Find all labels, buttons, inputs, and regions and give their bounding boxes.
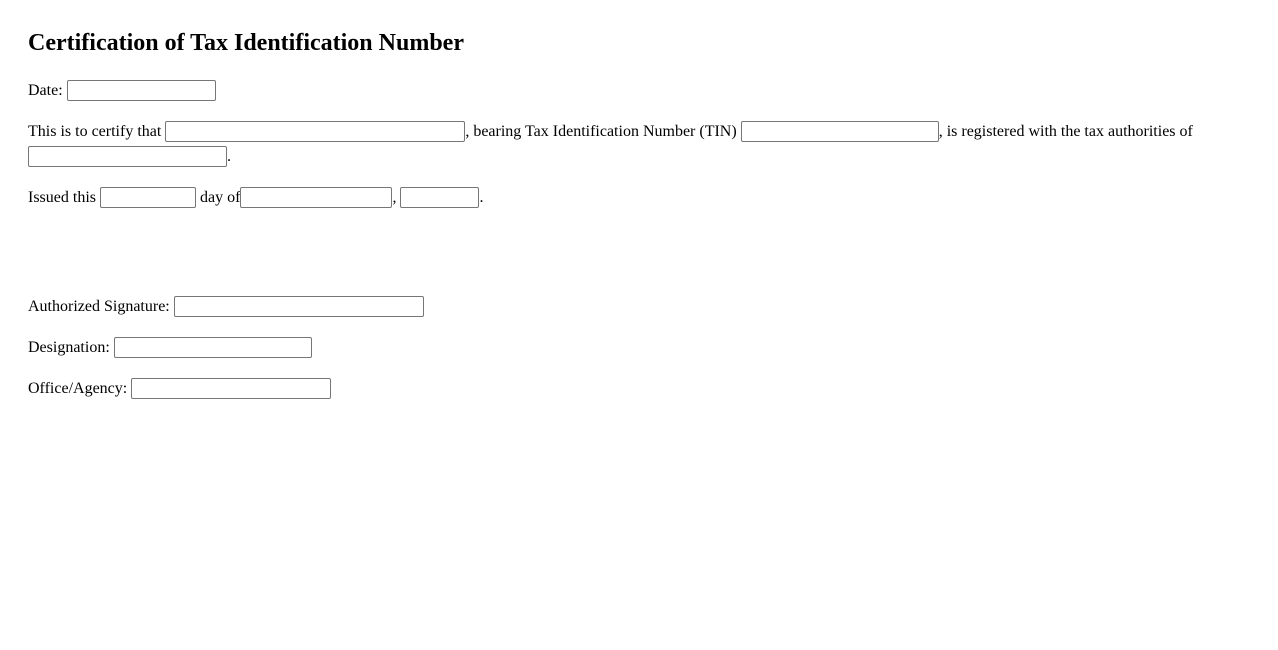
signature-row [28,294,1250,319]
date-input[interactable] [67,80,216,101]
certify-text-after-tin: , is registered with the tax authorities of [938,122,1193,140]
office-agency-row [28,376,1250,401]
designation-row [28,335,1250,360]
designation-label: Designation: [28,338,110,356]
issued-text-after-day: day of [200,188,241,206]
designation-input[interactable] [114,337,312,358]
date-row [28,78,1250,103]
issued-period: . [479,188,484,206]
signature-label: Authorized Signature: [28,297,170,315]
certify-text-after-name: , bearing Tax Identification Number (TIN) [465,122,737,140]
page-title: Certification of Tax Identification Number [28,30,464,56]
tax-authority-input[interactable] [28,146,227,167]
issued-day-input[interactable] [100,187,196,208]
authorized-signature-input[interactable] [174,296,424,317]
certify-text-end: . [227,147,231,165]
issued-month-input[interactable] [240,187,392,208]
tin-input[interactable] [741,121,939,142]
date-label: Date: [28,81,63,99]
issued-year-input[interactable] [400,187,479,208]
certified-name-input[interactable] [165,121,465,142]
certify-text-before-name: This is to certify that [28,122,162,140]
issued-row [28,185,1250,210]
issued-comma: , [392,188,397,206]
certification-form [28,30,1250,401]
spacer [28,226,1250,278]
certification-statement [28,119,1250,169]
office-agency-input[interactable] [131,378,331,399]
issued-text-before-day: Issued this [28,188,96,206]
office-agency-label: Office/Agency: [28,379,128,397]
